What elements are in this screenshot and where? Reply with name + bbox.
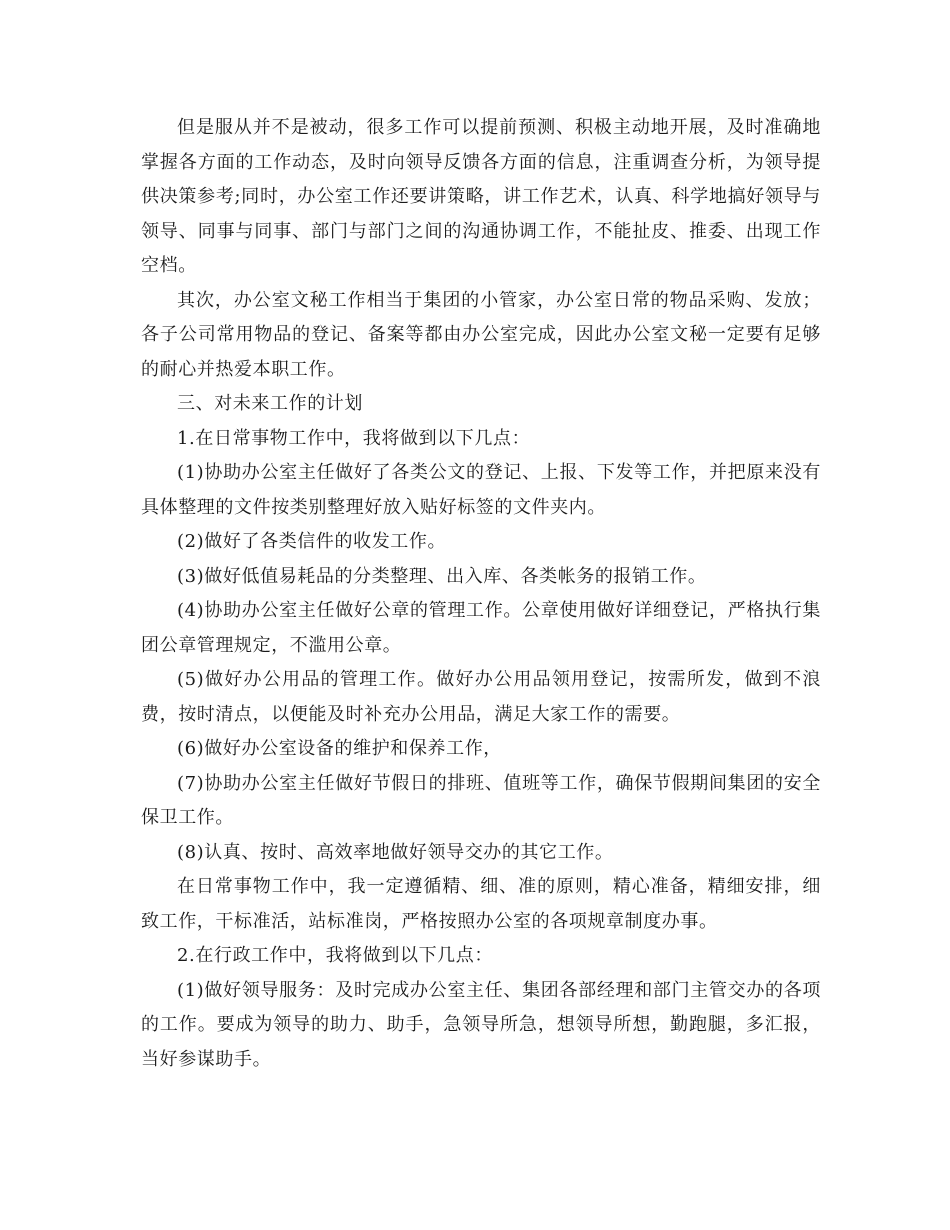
section-heading-future-plan: 三、对未来工作的计划 (177, 393, 363, 414)
list-item-4: (4)协助办公室主任做好公章的管理工作。公章使用做好详细登记，严格执行集团公章管理规定，不滥用公章。 (141, 600, 821, 656)
list-item-5: (5)做好办公用品的管理工作。做好办公用品领用登记，按需所发，做到不浪费，按时清点，以便能及时补充办公用品，满足大家工作的需要。 (141, 669, 821, 725)
list-item-2: (2)做好了各类信件的收发工作。 (177, 531, 447, 552)
list-item-3: (3)做好低值易耗品的分类整理、出入库、各类帐务的报销工作。 (177, 565, 707, 587)
list-item-leader-service: (1)做好领导服务：及时完成办公室主任、集团各部经理和部门主管交办的各项的工作。要成为领导的助力、助手，急领导所急，想领导所想，勤跑腿，多汇报，当好参谋助手。 (141, 979, 821, 1070)
subheading-daily-affairs: 1.在日常事物工作中，我将做到以下几点： (177, 427, 531, 449)
document-page (141, 111, 821, 1077)
subheading-administrative-work: 2.在行政工作中，我将做到以下几点： (177, 945, 493, 966)
list-item-1: (1)协助办公室主任做好了各类公文的登记、上报、下发等工作，并把原来没有具体整理的文件按类别整理好放入贴好标签的文件夹内。 (141, 462, 821, 518)
paragraph-obedience-not-passive: 但是服从并不是被动，很多工作可以提前预测、积极主动地开展，及时准确地掌握各方面的工作动态，及时向领导反馈各方面的信息，注重调查分析，为领导提供决策参考;同时，办公室工作还要讲策略，讲工作艺术，认真、科学地搞好领导与领导、同事与同事、部门与部门之间的沟通协调工作，不能扯皮、推委、出现工作空档。 (141, 117, 821, 276)
list-item-7: (7)协助办公室主任做好节假日的排班、值班等工作，确保节假期间集团的安全保卫工作。 (141, 772, 821, 828)
list-item-8: (8)认真、按时、高效率地做好领导交办的其它工作。 (177, 841, 614, 863)
paragraph-daily-principles: 在日常事物工作中，我一定遵循精、细、准的原则，精心准备，精细安排，细致工作，干标准活，站标准岗，严格按照办公室的各项规章制度办事。 (141, 876, 821, 932)
paragraph-office-housekeeper: 其次，办公室文秘工作相当于集团的小管家，办公室日常的物品采购、发放；各子公司常用物品的登记、备案等都由办公室完成，因此办公室文秘一定要有足够的耐心并热爱本职工作。 (141, 289, 821, 380)
list-item-6: (6)做好办公室设备的维护和保养工作， (177, 738, 502, 759)
